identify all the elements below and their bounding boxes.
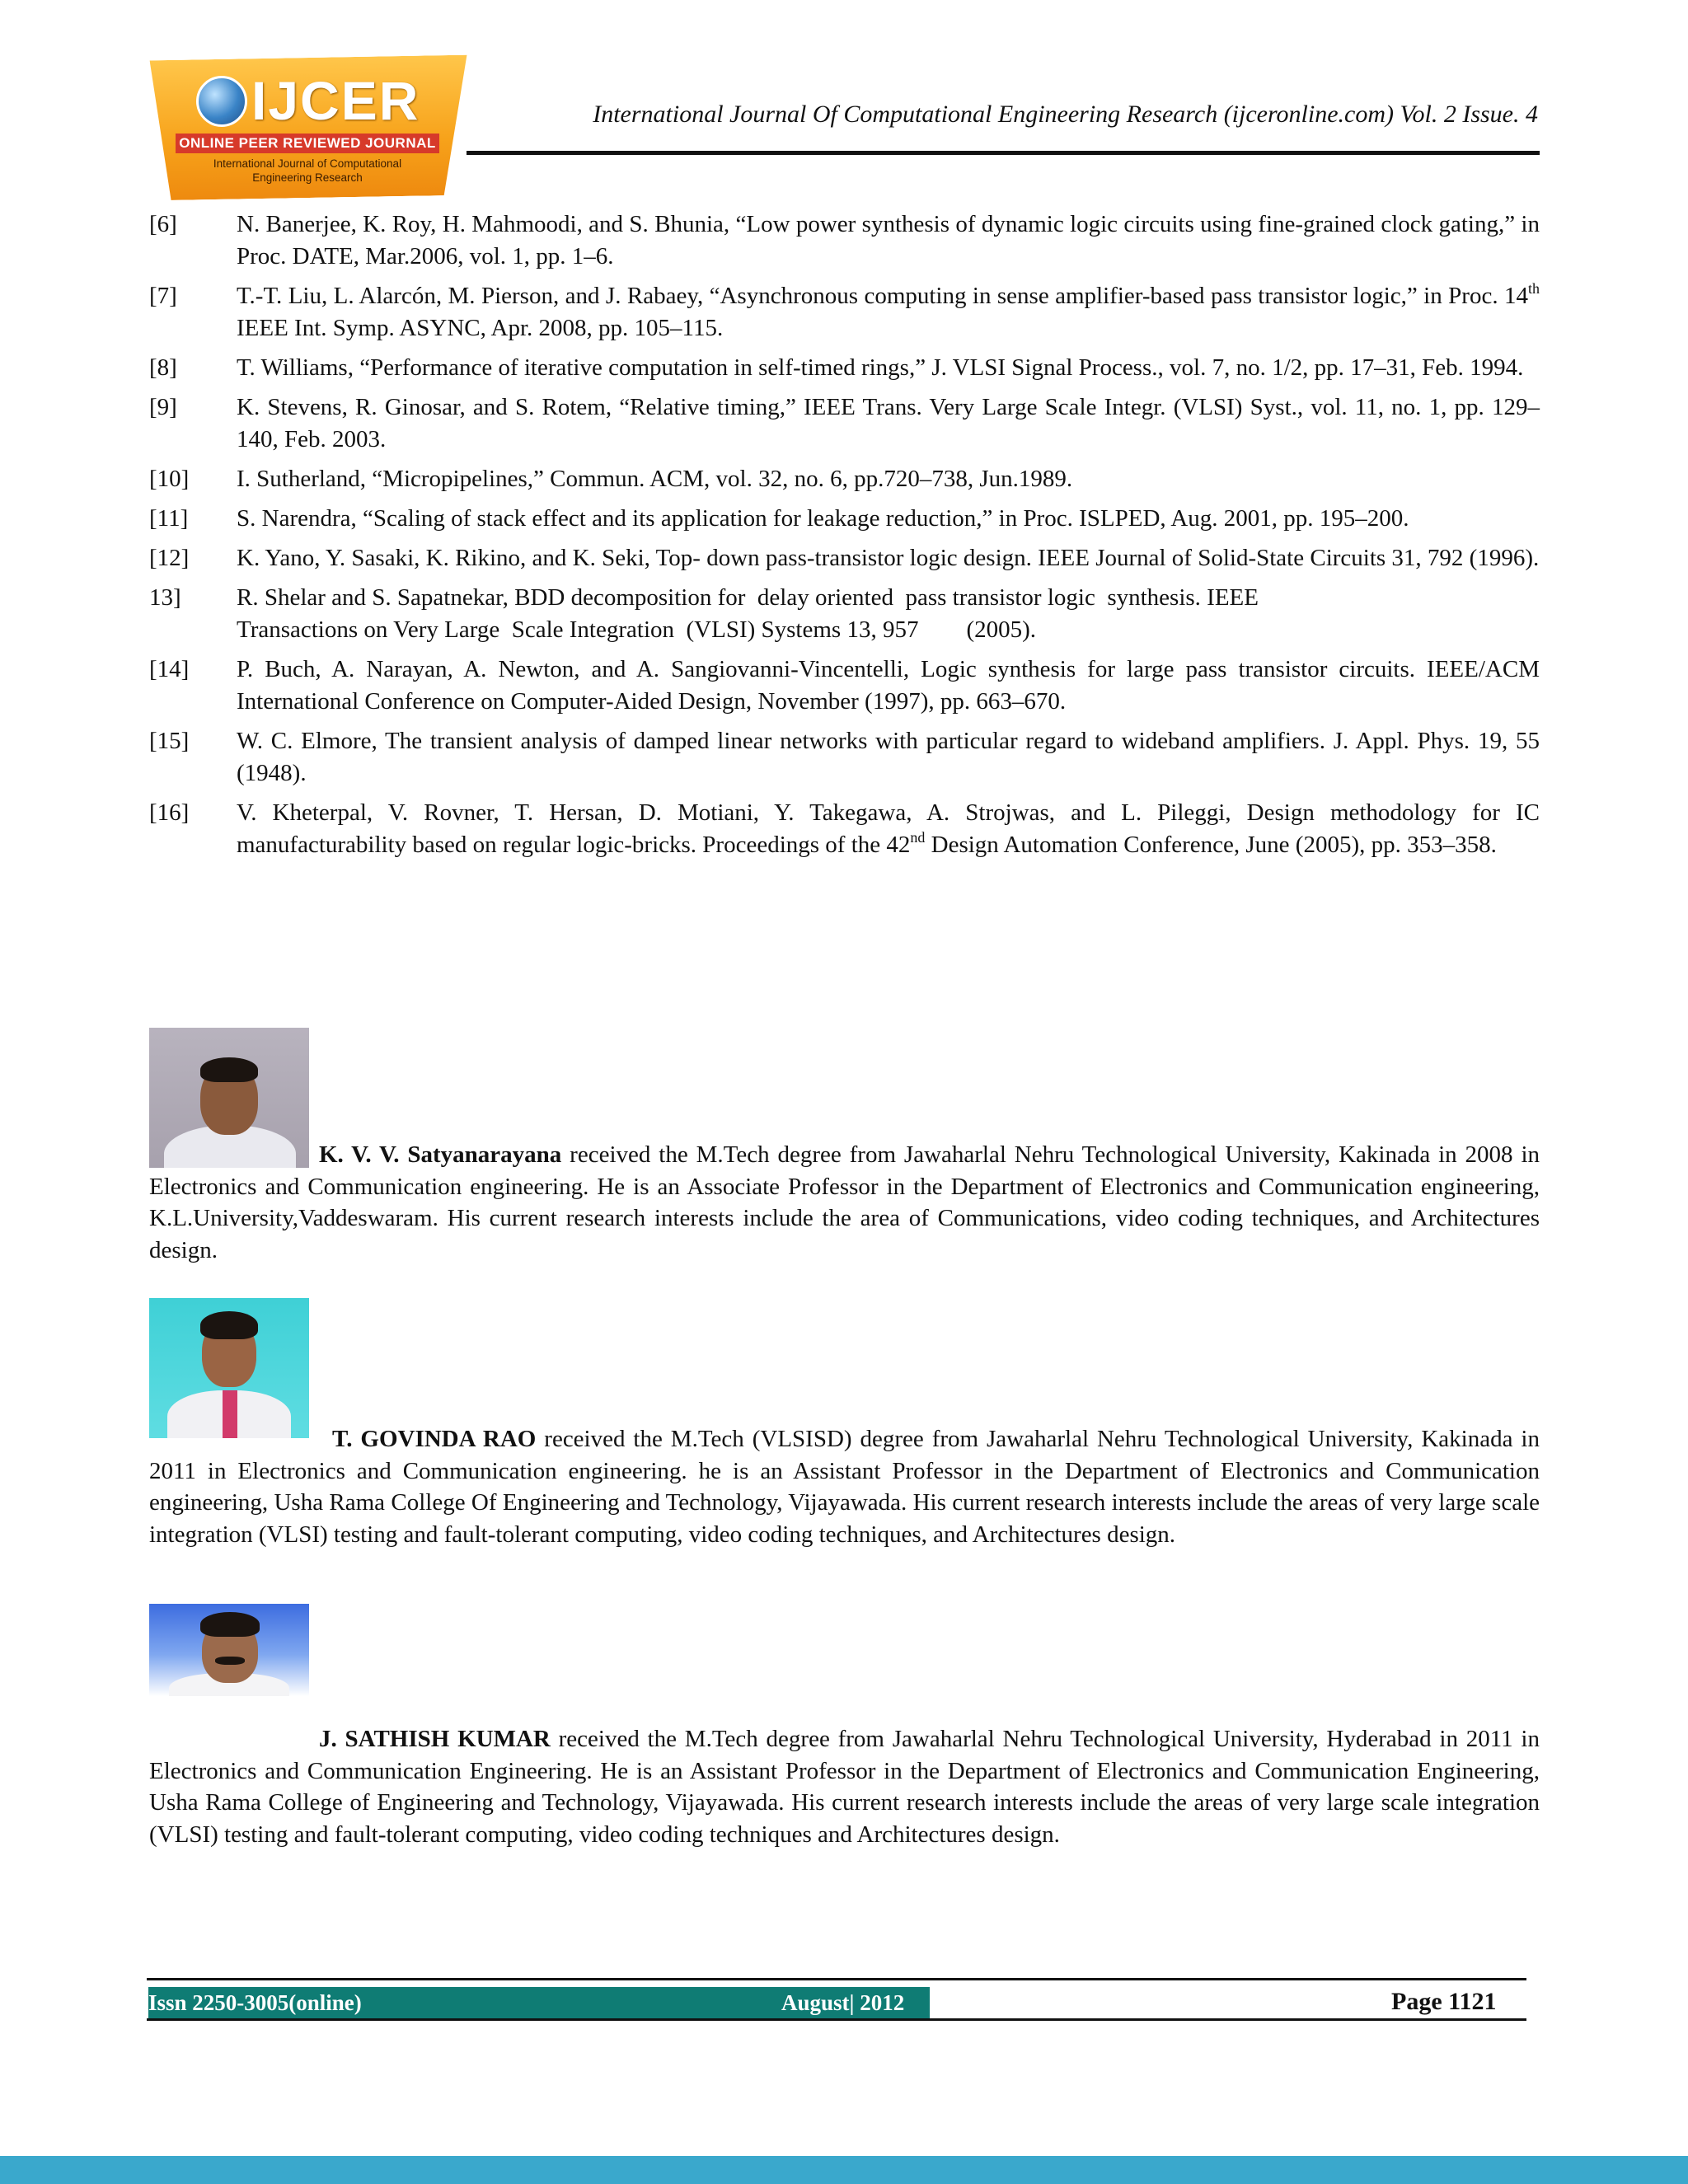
- reference-number: [10]: [149, 466, 190, 492]
- author-photo: [149, 1604, 309, 1696]
- footer-rule-bottom: [147, 2018, 1526, 2021]
- logo-brand: IJCER: [251, 70, 420, 131]
- reference-number: [14]: [149, 656, 190, 682]
- reference-item: [149, 209, 1540, 273]
- reference-item: [149, 503, 1540, 535]
- bottom-bar: [0, 2156, 1688, 2184]
- author-photo: [149, 1028, 309, 1168]
- reference-text: [237, 582, 1540, 646]
- reference-text: I. Sutherland, “Micropipelines,” Commun. ACM, vol. 32, no. 6, pp.720–738, Jun.1989.: [237, 466, 1073, 492]
- reference-item: [149, 542, 1540, 574]
- reference-number: 13]: [149, 584, 181, 611]
- reference-text: K. Stevens, R. Ginosar, and S. Rotem, “Relative timing,” IEEE Trans. Very Large Scale Integr. (VLSI) Syst., vol. 11, no. 1, pp. 129–140, Feb. 2003.: [237, 394, 1540, 452]
- reference-text: S. Narendra, “Scaling of stack effect and its application for leakage reduction,” in Proc. ISLPED, Aug. 2001, pp. 195–200.: [237, 505, 1409, 532]
- author-bio: [149, 1604, 1540, 1850]
- author-photo-hair: [200, 1057, 258, 1082]
- header-rule: [467, 151, 1540, 155]
- author-photo-moustache: [215, 1657, 245, 1665]
- reference-number: [8]: [149, 354, 177, 381]
- reference-line: R. Shelar and S. Sapatnekar, BDD decomposition for delay oriented pass transistor logic synthesis. IEEE: [237, 584, 1259, 611]
- reference-number: [11]: [149, 505, 189, 532]
- reference-item: [149, 463, 1540, 495]
- reference-number: [6]: [149, 211, 177, 237]
- reference-item: [149, 352, 1540, 384]
- journal-title: International Journal Of Computational Engineering Research (ijceronline.com) Vol. 2 Issue. 4: [593, 101, 1538, 128]
- bio-text: [149, 1423, 1540, 1550]
- footer-rule-top: [147, 1978, 1526, 1980]
- author-name: T. GOVINDA RAO: [332, 1426, 537, 1452]
- footer-date: August| 2012: [781, 1990, 905, 2015]
- reference-item: [149, 654, 1540, 718]
- reference-number: [7]: [149, 283, 177, 309]
- reference-text: T. Williams, “Performance of iterative computation in self-timed rings,” J. VLSI Signal Process., vol. 7, no. 1/2, pp. 17–31, Feb. 1994.: [237, 354, 1524, 381]
- reference-line: Transactions on Very Large Scale Integration (VLSI) Systems 13, 957 (2005).: [237, 616, 1037, 643]
- author-photo-hair: [200, 1311, 258, 1339]
- author-photo-tie: [223, 1390, 237, 1438]
- bio-text: [149, 1139, 1540, 1266]
- reference-number: [12]: [149, 545, 190, 571]
- reference-item: [149, 797, 1540, 861]
- globe-icon: [196, 76, 247, 127]
- reference-number: [15]: [149, 728, 190, 754]
- bio-text: [149, 1723, 1540, 1850]
- author-bio: [149, 1298, 1540, 1550]
- superscript: th: [1527, 280, 1540, 297]
- author-photo-hair: [200, 1612, 260, 1637]
- reference-text: K. Yano, Y. Sasaki, K. Rikino, and K. Seki, Top- down pass-transistor logic design. IEEE Journal of Solid-State Circuits 31, 792 (1996).: [237, 545, 1540, 571]
- reference-text-part: V. Kheterpal, V. Rovner, T. Hersan, D. Motiani, Y. Takegawa, A. Strojwas, and L. Pileggi, Design methodology for IC manufacturability based on regular logic-bricks. Proceedings of the 42: [237, 799, 1540, 858]
- footer-issn: Issn 2250-3005(online): [148, 1990, 362, 2015]
- reference-text: [237, 280, 1540, 344]
- page-number: Page 1121: [1391, 1988, 1497, 2015]
- reference-item: [149, 725, 1540, 790]
- logo-subtitle: International Journal of Computational Engineering Research: [213, 157, 402, 184]
- bio-description: received the M.Tech degree from Jawaharlal Nehru Technological University, Kakinada in 2008 in Electronics and Communication engineering. He is an Associate Professor in the Department of Electronics and Communication engineering, K.L.University,Vaddeswaram. His current research interests include the area of Communications, video coding techniques, and Architectures design.: [149, 1141, 1540, 1263]
- reference-text-part: T.-T. Liu, L. Alarcón, M. Pierson, and J. Rabaey, “Asynchronous computing in sense amplifier-based pass transistor logic,” in Proc. 14: [237, 283, 1528, 309]
- reference-text: W. C. Elmore, The transient analysis of damped linear networks with particular regard to wideband amplifiers. J. Appl. Phys. 19, 55 (1948).: [237, 728, 1540, 786]
- author-name: K. V. V. Satyanarayana: [319, 1141, 562, 1168]
- footer-band: [148, 1987, 930, 2018]
- reference-text-part: IEEE Int. Symp. ASYNC, Apr. 2008, pp. 105–115.: [237, 315, 724, 341]
- author-name: J. SATHISH KUMAR: [319, 1726, 551, 1752]
- author-photo: [149, 1298, 309, 1438]
- author-bio: [149, 1028, 1540, 1266]
- bio-description: received the M.Tech (VLSISD) degree from Jawaharlal Nehru Technological University, Kakinada in 2011 in Electronics and Communication engineering. he is an Assistant Professor in the Department of Electronics and Communication engineering, Usha Rama College Of Engineering and Technology, Vijayawada. His current research interests include the areas of very large scale integration (VLSI) testing and fault-tolerant computing, video coding techniques, and Architectures design.: [149, 1426, 1540, 1548]
- reference-text: N. Banerjee, K. Roy, H. Mahmoodi, and S. Bhunia, “Low power synthesis of dynamic logic circuits using fine-grained clock gating,” in Proc. DATE, Mar.2006, vol. 1, pp. 1–6.: [237, 211, 1540, 269]
- superscript: nd: [910, 829, 926, 846]
- journal-logo: [151, 58, 468, 198]
- reference-text: P. Buch, A. Narayan, A. Newton, and A. Sangiovanni-Vincentelli, Logic synthesis for large pass transistor circuits. IEEE/ACM International Conference on Computer-Aided Design, November (1997), pp. 663–670.: [237, 656, 1540, 715]
- bio-description: received the M.Tech degree from Jawaharlal Nehru Technological University, Hyderabad in 2011 in Electronics and Communication Engineering. He is an Assistant Professor in the Department of Electronics and Communication Engineering, Usha Rama College of Engineering and Technology, Vijayawada. His current research interests include the areas of very large scale integration (VLSI) testing and fault-tolerant computing, video coding techniques and Architectures design.: [149, 1726, 1540, 1848]
- reference-text: [237, 797, 1540, 861]
- reference-number: [9]: [149, 394, 177, 420]
- reference-item: [149, 582, 1540, 646]
- reference-text-part: Design Automation Conference, June (2005), pp. 353–358.: [925, 832, 1497, 858]
- reference-list: [149, 209, 1540, 869]
- reference-item: [149, 391, 1540, 456]
- reference-number: [16]: [149, 799, 190, 826]
- reference-item: [149, 280, 1540, 344]
- logo-ribbon: ONLINE PEER REVIEWED JOURNAL: [176, 134, 439, 153]
